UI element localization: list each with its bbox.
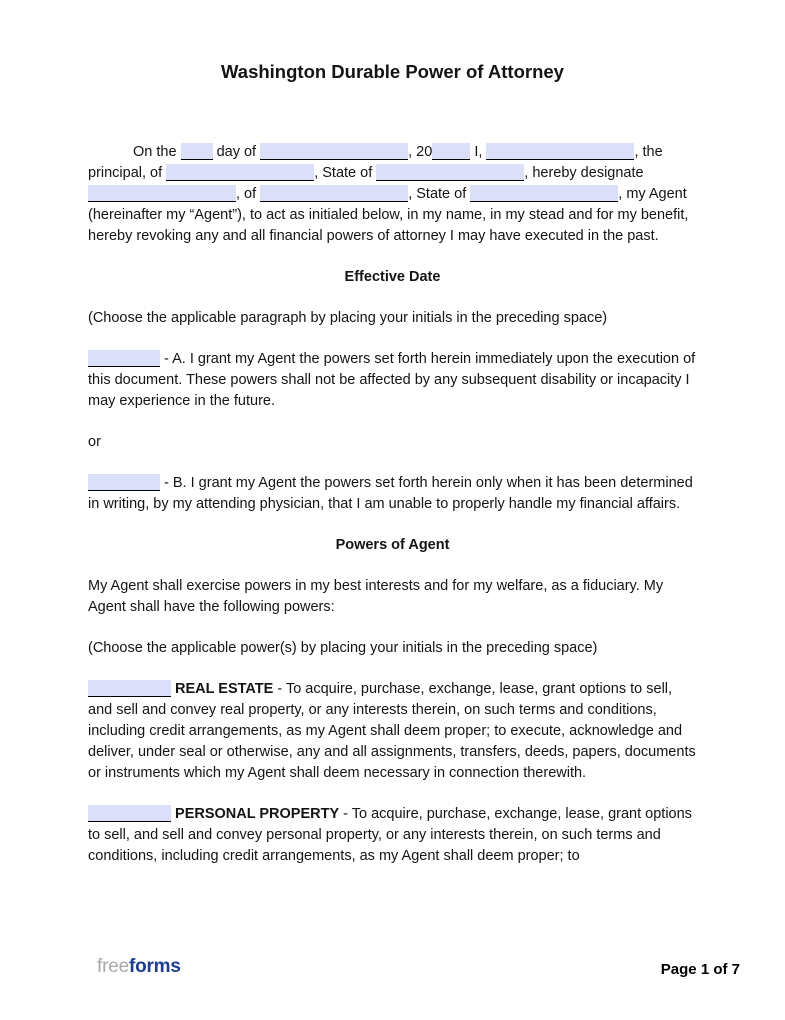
blank-field[interactable]	[88, 185, 236, 202]
blank-field[interactable]	[88, 680, 171, 697]
text-run: - To acquire, purchase, exchange, lease, grant options to sell, and sell and convey personal property, or any interests therein, on such terms and conditions, including credit arrangements, as my Agent shall deem proper; to	[88, 806, 696, 864]
blank-field[interactable]	[260, 143, 408, 160]
logo-free-text: free	[97, 956, 129, 977]
blank-field[interactable]	[88, 350, 160, 367]
powers-instruction: (Choose the applicable power(s) by placing your initials in the preceding space)	[88, 640, 598, 656]
text-run: , State of	[314, 165, 377, 181]
blank-field[interactable]	[181, 143, 213, 160]
freeforms-logo	[97, 956, 181, 978]
blank-field[interactable]	[88, 805, 171, 822]
text-run: I,	[470, 144, 487, 160]
text-run: , State of	[408, 186, 471, 202]
blank-field[interactable]	[486, 143, 634, 160]
option-b-paragraph	[88, 473, 697, 515]
blank-field[interactable]	[432, 143, 470, 160]
text-run: , of	[236, 186, 261, 202]
effective-date-heading: Effective Date	[344, 269, 441, 285]
intro-paragraph	[88, 142, 697, 247]
option-a-paragraph	[88, 349, 700, 412]
text-run: , 20	[408, 144, 433, 160]
blank-field[interactable]	[88, 474, 160, 491]
powers-intro-paragraph: My Agent shall exercise powers in my best interests and for my welfare, as a fiduciary. My Agent shall have the following powers:	[88, 578, 664, 615]
or-label: or	[88, 434, 101, 450]
blank-field[interactable]	[376, 164, 524, 181]
document-content	[0, 61, 785, 867]
text-run: - B. I grant my Agent the powers set forth herein only when it has been determined in writing, by my attending physician, that I am unable to properly handle my financial affairs.	[88, 475, 697, 512]
text-run: day of	[212, 144, 261, 160]
text-run: , the principal, of	[88, 144, 667, 181]
bold-text-run: REAL ESTATE	[175, 681, 274, 697]
text-run: , hereby designate	[524, 165, 648, 181]
effective-date-instruction: (Choose the applicable paragraph by placing your initials in the preceding space)	[88, 310, 608, 326]
text-run: - A. I grant my Agent the powers set forth herein immediately upon the execution of this document. These powers shall not be affected by any subsequent disability or incapacity I may experience in the future.	[88, 351, 700, 409]
personal-property-paragraph	[88, 804, 697, 867]
logo-forms-text: forms	[128, 956, 181, 977]
blank-field[interactable]	[470, 185, 618, 202]
bold-text-run: PERSONAL PROPERTY	[175, 806, 340, 822]
text-run: - To acquire, purchase, exchange, lease, grant options to sell, and sell and convey real property, or any interests therein, on such terms and conditions, including credit arrangements, as my Agent shall deem proper; to execute, acknowledge and deliver, under seal or otherwise, any and all assignments, transfers, deeds, papers, documents or instruments which my Agent shall deem necessary in connection therewith.	[88, 681, 700, 781]
text-run: On the	[133, 144, 181, 160]
text-run: , my Agent (hereinafter my “Agent”), to act as initialed below, in my name, in my stead and for my benefit, hereby revoking any and all financial powers of attorney I may have executed in the past.	[88, 186, 693, 244]
blank-field[interactable]	[260, 185, 408, 202]
powers-of-agent-heading: Powers of Agent	[335, 537, 450, 553]
blank-field[interactable]	[166, 164, 314, 181]
real-estate-paragraph	[88, 679, 700, 784]
document-title: Washington Durable Power of Attorney	[221, 61, 564, 82]
page-number: Page 1 of 7	[660, 961, 740, 978]
